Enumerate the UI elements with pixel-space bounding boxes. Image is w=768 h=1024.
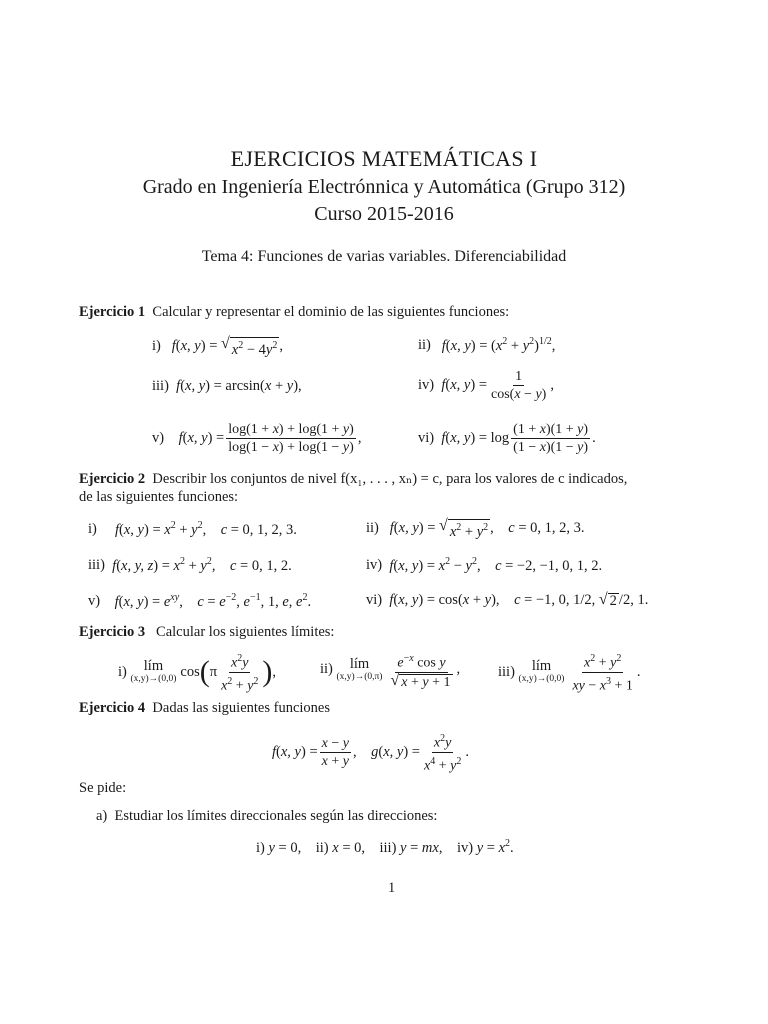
ex3-limit-ii: ii) lím (x,y)→(0,π) $e^{-x}$ cos y √ x + y + 1 , (320, 650, 460, 690)
exercise-1-text: Calcular y representar el dominio de las siguientes funciones: (152, 304, 510, 320)
ex1-item-ii: ii) f(x, $y) = (x^2 + y^2)^{1/2}$, (418, 336, 556, 354)
exercise-2-text-cont: de las siguientes funciones: (79, 489, 239, 505)
ex1-item-iii: iii) f(x, y) = arcsin(x + y), (152, 378, 302, 394)
exercise-3-statement (79, 624, 334, 641)
exercise-3-label: Ejercicio 3 (79, 624, 146, 640)
ex1-item-iv: iv) f(x, y) = $\frac{1}{\cos(x - y)}$ , (418, 369, 554, 402)
ex2-item-i: i) f(x, $y) = x^2 + y^2$, c = 0, 1, 2, 3. (88, 520, 297, 538)
ex3-limit-i: i) lím (x,y)→(0,0) cos ( π $\frac{x^2y}{x^2 + y^2}$ ) , (118, 650, 276, 694)
exercise-4-label: Ejercicio 4 (79, 700, 146, 716)
exercise-4-statement (79, 700, 330, 717)
exercise-2-statement (79, 471, 627, 488)
exercise-2-label: Ejercicio 2 (79, 471, 146, 487)
ex2-item-iv: iv) f(x, $y) = x^2 - y^2$, c = −2, −1, 0, 1, 2. (366, 556, 603, 574)
ex1-item-i: i) f(x, y) = √ $x^2 - 4y^2$ , (152, 335, 283, 358)
exercise-1-statement (79, 304, 509, 321)
exercise-1-label: Ejercicio 1 (79, 304, 146, 320)
topic-heading: Tema 4: Funciones de varias variables. Diferenciabilidad (201, 248, 567, 265)
ex4-functions: f(x, y) = $\frac{x - y}{x + y}$ , g(x, y) = $\frac{x^2y}{x^4 + y^2}$ . (272, 730, 469, 774)
exercise-4-text: Dadas las siguientes funciones (152, 700, 331, 716)
course-year: Curso 2015-2016 (314, 203, 454, 225)
ex4-directions: i) y = 0, ii) x = 0, iii) y = mx, iv) $y = x^2$. (256, 838, 514, 856)
ex2-item-ii: ii) f(x, y) = √ $x^2 + y^2$ , c = 0, 1, 2, 3. (366, 517, 585, 540)
page-title: EJERCICIOS MATEMÁTICAS I (230, 146, 538, 171)
ex2-item-v: v) f(x, $y) = e^{xy}$, $c = e^{-2}$, $e^{-1}$, 1, e, $e^2$. (88, 592, 312, 610)
ex3-limit-iii: iii) lím (x,y)→(0,0) $\frac{x^2 + y^2}{xy - x^3 + 1}$ . (498, 650, 641, 694)
ex4-part-a: a) Estudiar los límites direccionales según las direcciones: (96, 808, 438, 824)
page-number: 1 (388, 880, 396, 896)
ex2-item-vi: vi) f(x, y) = cos(x + y), c = −1, 0, 1/2, √ 2 /2, 1. (366, 591, 649, 609)
ex1-item-vi: vi) f(x, y) = log $\frac{(1 + x)(1 + y)}{(1 - x)(1 - y)}$ . (418, 422, 596, 455)
ex1-item-v: v) f(x, y) = $\frac{\log(1 + x) + \log(1 + y)}{\log(1 - x) + \log(1 - y)}$ , (152, 422, 362, 455)
page-subtitle: Grado en Ingeniería Electrónnica y Automática (Grupo 312) (142, 176, 626, 198)
exercise-3-text: Calcular los siguientes límites: (156, 624, 335, 640)
ex4-se-pide: Se pide: (79, 780, 127, 796)
exercise-2-text: Describir los conjuntos de nivel f(x₁, . . . , xₙ) = c, para los valores de c indicados, (152, 471, 628, 487)
ex2-item-iii: iii) f(x, y, $z) = x^2 + y^2$, c = 0, 1, 2. (88, 556, 292, 574)
